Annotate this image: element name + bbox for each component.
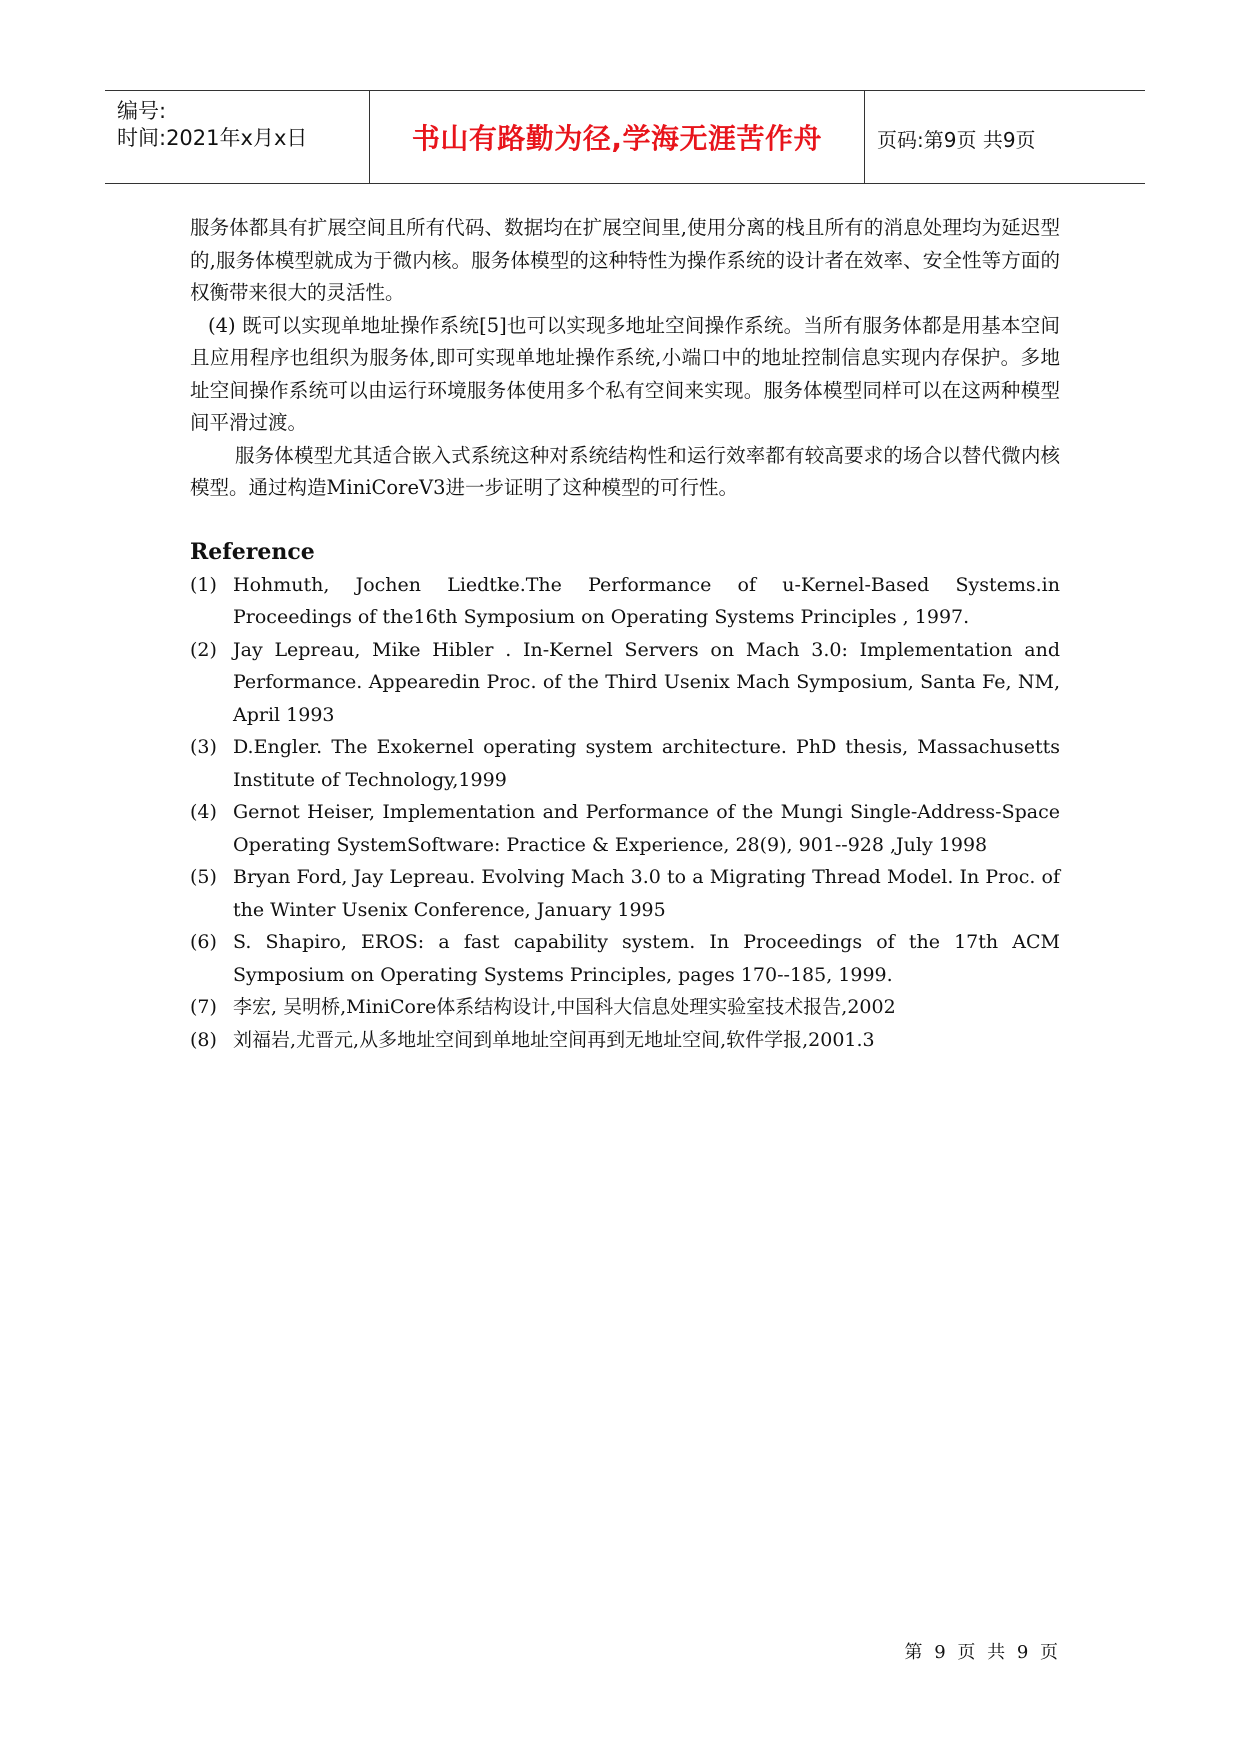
reference-item <box>190 569 1060 634</box>
reference-item <box>190 991 1060 1024</box>
reference-item <box>190 926 1060 991</box>
reference-number: (1) <box>190 573 217 596</box>
header-page-number: 页码:第9页 共9页 <box>877 128 1036 152</box>
reference-list <box>190 569 1060 1057</box>
reference-text: Hohmuth, Jochen Liedtke.The Performance of u-Kernel-Based Systems.in Proceedings of the16th Symposium on Operating Systems Principles , 1997. <box>233 573 1060 628</box>
reference-item <box>190 861 1060 926</box>
body-paragraph: 服务体模型尤其适合嵌入式系统这种对系统结构性和运行效率都有较高要求的场合以替代微内核模型。通过构造MiniCoreV3进一步证明了这种模型的可行性。 <box>190 443 1060 499</box>
reference-number: (5) <box>190 866 217 888</box>
reference-number: (3) <box>190 736 217 758</box>
document-body <box>190 212 1060 1056</box>
reference-heading: Reference <box>190 538 315 565</box>
reference-number: (7) <box>190 996 217 1018</box>
header-page-cell <box>865 91 1145 183</box>
reference-item <box>190 731 1060 796</box>
reference-text: D.Engler. The Exokernel operating system architecture. PhD thesis, Massachusetts Institute of Technology,1999 <box>233 736 1060 791</box>
body-paragraph: (4) 既可以实现单地址操作系统[5]也可以实现多地址空间操作系统。当所有服务体都是用基本空间且应用程序也组织为服务体,即可实现单地址操作系统,小端口中的地址控制信息实现内存保护。多地址空间操作系统可以由运行环境服务体使用多个私有空间来实现。服务体模型同样可以在这两种模型间平滑过渡。 <box>190 313 1060 434</box>
header-motto-cell <box>370 91 865 183</box>
header-info-cell <box>105 91 370 183</box>
reference-text: Gernot Heiser, Implementation and Performance of the Mungi Single-Address-Space Operating SystemSoftware: Practice & Experience, 28(9), 901--928 ,July 1998 <box>233 801 1060 856</box>
reference-number: (6) <box>190 931 217 953</box>
document-number-label: 编号: <box>117 99 167 123</box>
reference-item <box>190 1024 1060 1057</box>
page-header <box>105 90 1145 184</box>
reference-number: (8) <box>190 1028 217 1051</box>
reference-item <box>190 796 1060 861</box>
reference-text: Bryan Ford, Jay Lepreau. Evolving Mach 3.0 to a Migrating Thread Model. In Proc. of the Winter Usenix Conference, January 1995 <box>233 866 1060 921</box>
page-footer: 第 9 页 共 9 页 <box>904 1642 1061 1663</box>
reference-number: (4) <box>190 801 217 823</box>
document-time-label: 时间:2021年x月x日 <box>117 126 308 150</box>
reference-text: S. Shapiro, EROS: a fast capability system. In Proceedings of the 17th ACM Symposium on Operating Systems Principles, pages 170--185, 1999. <box>233 931 1060 986</box>
reference-text: Jay Lepreau, Mike Hibler . In-Kernel Servers on Mach 3.0: Implementation and Performance. Appearedin Proc. of the Third Usenix Mach Symposium, Santa Fe, NM, April 1993 <box>233 638 1060 726</box>
reference-text: 刘福岩,尤晋元,从多地址空间到单地址空间再到无地址空间,软件学报,2001.3 <box>233 1028 875 1051</box>
reference-item <box>190 634 1060 732</box>
reference-text: 李宏, 吴明桥,MiniCore体系结构设计,中国科大信息处理实验室技术报告,2002 <box>233 996 896 1018</box>
body-paragraph: 服务体都具有扩展空间且所有代码、数据均在扩展空间里,使用分离的栈且所有的消息处理均为延迟型的,服务体模型就成为于微内核。服务体模型的这种特性为操作系统的设计者在效率、安全性等方面的权衡带来很大的灵活性。 <box>190 216 1060 304</box>
reference-number: (2) <box>190 638 217 661</box>
header-motto: 书山有路勤为径,学海无涯苦作舟 <box>411 122 823 155</box>
